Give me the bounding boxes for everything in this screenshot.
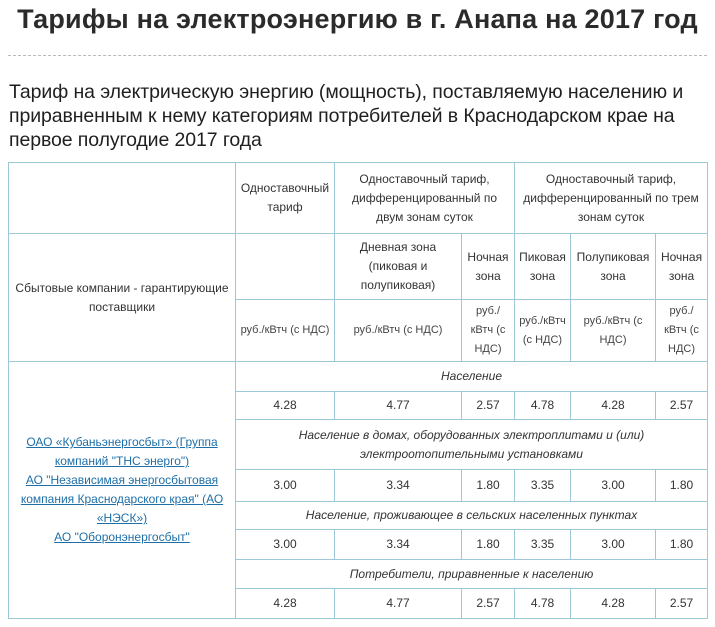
value-cell: 4.78 xyxy=(515,392,571,420)
company-link-oboronenergosbyt[interactable]: АО "Оборонэнергосбыт" xyxy=(54,530,190,544)
value-cell: 2.57 xyxy=(462,589,515,619)
header-day-zone: Дневная зона (пиковая и полупиковая) xyxy=(335,234,462,300)
unit-cell: руб./кВтч (с НДС) xyxy=(571,300,656,362)
value-cell: 2.57 xyxy=(656,589,708,619)
value-cell: 4.28 xyxy=(571,392,656,420)
category-title: Потребители, приравненные к населению xyxy=(236,560,708,589)
category-row xyxy=(9,362,708,392)
header-suppliers: Сбытовые компании - гарантирующие поставщики xyxy=(9,234,236,362)
unit-cell: руб./кВтч (с НДС) xyxy=(236,300,335,362)
value-cell: 1.80 xyxy=(462,530,515,560)
unit-cell: руб./кВтч (с НДС) xyxy=(656,300,708,362)
value-cell: 2.57 xyxy=(462,392,515,420)
company-link-nesk[interactable]: АО "Независимая энергосбытовая компания Краснодарского края" (АО «НЭСК») xyxy=(20,473,224,525)
value-cell: 4.78 xyxy=(515,589,571,619)
unit-cell: руб./кВтч (с НДС) xyxy=(462,300,515,362)
value-cell: 4.77 xyxy=(335,392,462,420)
value-cell: 1.80 xyxy=(656,470,708,502)
company-link-kubanenergosbyt[interactable]: ОАО «Кубаньэнергосбыт» (Группа компаний "ТНС энерго") xyxy=(26,435,218,468)
unit-cell: руб./кВтч (с НДС) xyxy=(335,300,462,362)
header-three-zone: Одноставочный тариф, дифференцированный по трем зонам суток xyxy=(515,163,708,234)
category-title: Население в домах, оборудованных электроплитами и (или) электроотопительными установками xyxy=(236,420,708,470)
value-cell: 3.35 xyxy=(515,530,571,560)
page-subtitle: Тариф на электрическую энергию (мощность), поставляемую населению и приравненным к нему категориям потребителей в Краснодарском крае на первое полугодие 2017 года xyxy=(9,81,684,151)
header-corner-cell xyxy=(9,163,236,234)
value-cell: 1.80 xyxy=(462,470,515,502)
value-cell: 4.28 xyxy=(236,589,335,619)
value-cell: 3.34 xyxy=(335,530,462,560)
value-cell: 3.00 xyxy=(571,530,656,560)
value-cell: 3.00 xyxy=(236,530,335,560)
header-half-peak-zone: Полупиковая зона xyxy=(571,234,656,300)
unit-cell: руб./кВтч (с НДС) xyxy=(515,300,571,362)
header-row-2 xyxy=(9,234,708,300)
header-night-zone-3: Ночная зона xyxy=(656,234,708,300)
category-title: Население, проживающее в сельских населенных пунктах xyxy=(236,502,708,530)
value-cell: 1.80 xyxy=(656,530,708,560)
header-two-zone: Одноставочный тариф, дифференцированный по двум зонам суток xyxy=(335,163,515,234)
value-cell: 3.35 xyxy=(515,470,571,502)
value-cell: 2.57 xyxy=(656,392,708,420)
header-peak-zone: Пиковая зона xyxy=(515,234,571,300)
value-cell: 4.28 xyxy=(571,589,656,619)
value-cell: 4.28 xyxy=(236,392,335,420)
value-cell: 3.00 xyxy=(571,470,656,502)
title-divider xyxy=(8,55,707,56)
header-single-rate: Одноставочный тариф xyxy=(236,163,335,234)
tariff-table xyxy=(8,162,708,619)
header-night-zone-2: Ночная зона xyxy=(462,234,515,300)
header-row-1 xyxy=(9,163,708,234)
page-title: Тарифы на электроэнергию в г. Анапа на 2017 год xyxy=(17,4,698,34)
header-single-rate-sub xyxy=(236,234,335,300)
suppliers-list xyxy=(9,362,236,619)
value-cell: 4.77 xyxy=(335,589,462,619)
category-title: Население xyxy=(236,362,708,392)
value-cell: 3.34 xyxy=(335,470,462,502)
value-cell: 3.00 xyxy=(236,470,335,502)
